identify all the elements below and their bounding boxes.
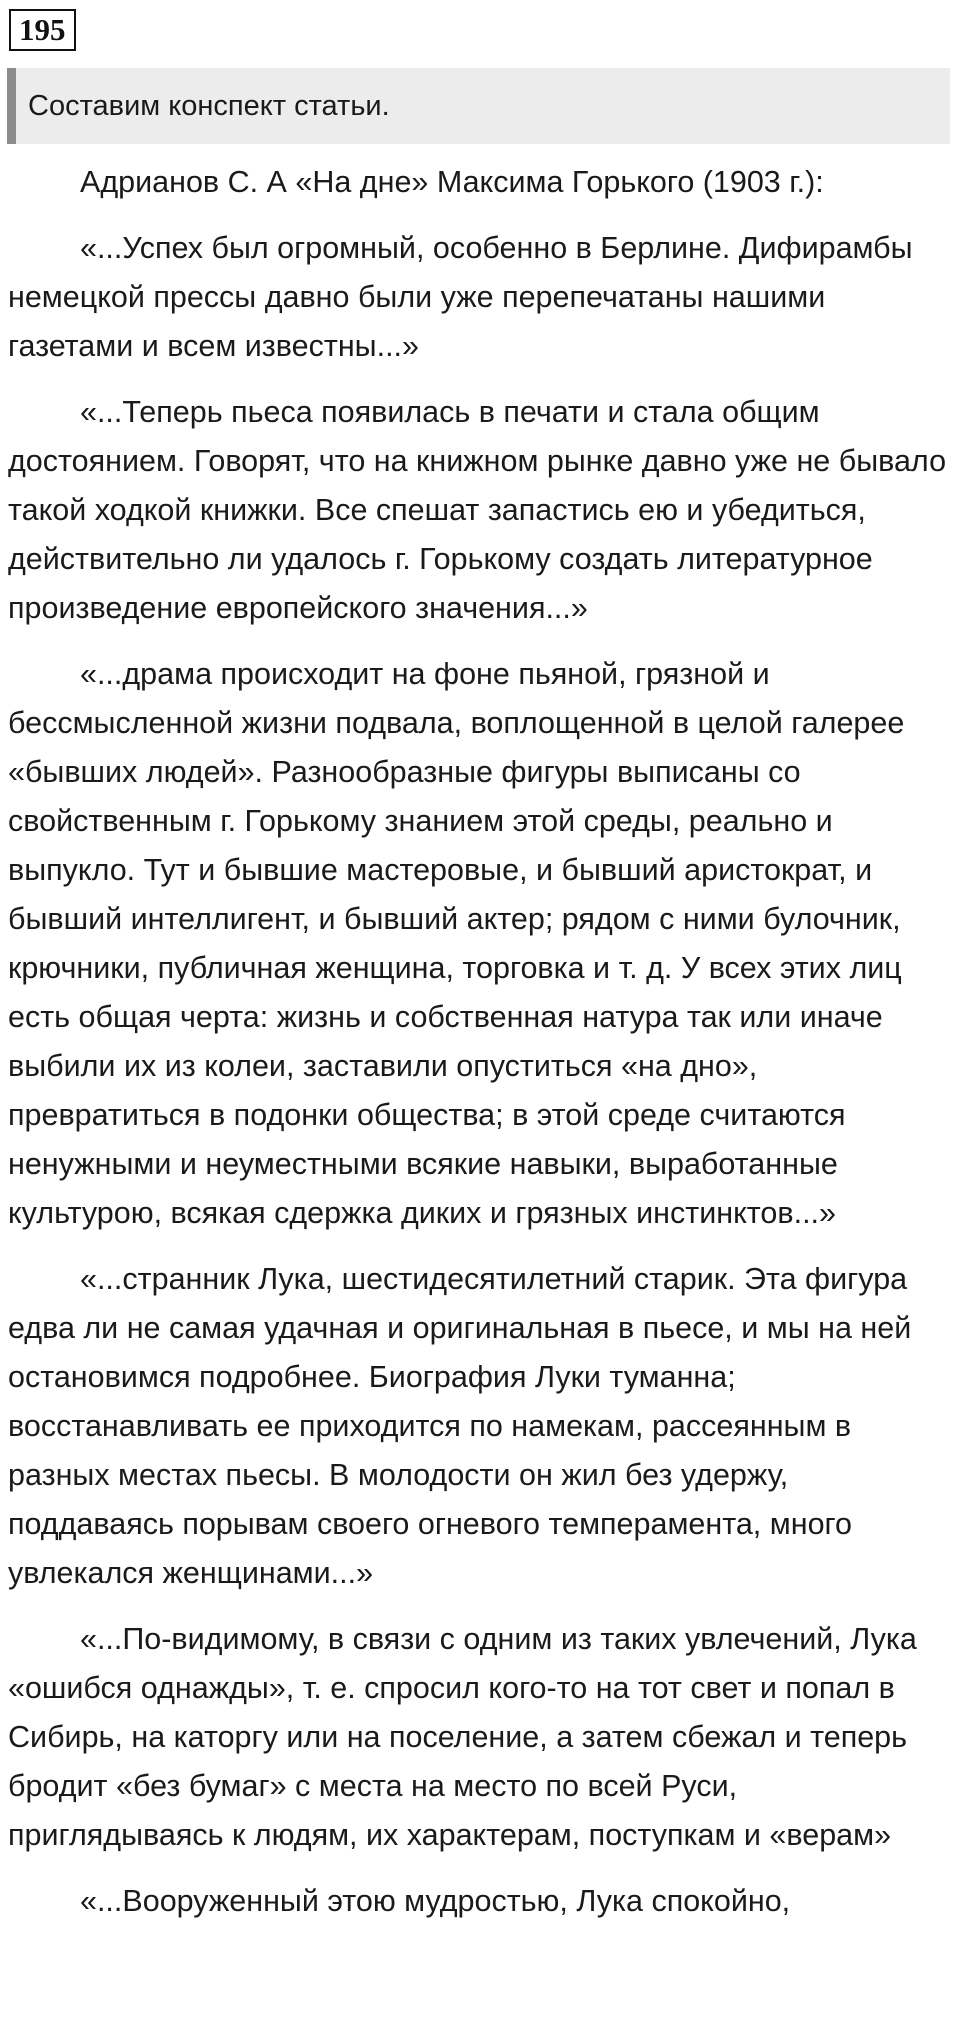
paragraph-quote-3: «...драма происходит на фоне пьяной, грязной и бессмысленной жизни подвала, воплощенной в целой галерее «бывших людей». Разнообразные фигуры выписаны со свойственным г. Горькому знанием этой среды, реально и выпукло. Тут и бывшие мастеровые, и бывший аристократ, и бывший интеллигент, и бывший актер; рядом с ними булочник, крючники, публичная женщина, торговка и т. д. У всех этих лиц есть общая черта: жизнь и собственная натура так или иначе выбили их из колеи, заставили опуститься «на дно», превратиться в подонки общества; в этой среде считаются ненужными и неуместными всякие навыки, выработанные культурою, всякая сдержка диких и грязных инстинктов...»: [8, 657, 905, 1230]
task-instruction-banner: [7, 68, 950, 144]
article-summary-text: [8, 158, 952, 1943]
task-number-badge: 195: [9, 9, 76, 51]
paragraph-quote-5: «...По-видимому, в связи с одним из таких увлечений, Лука «ошибся однажды», т. е. спросил кого-то на тот свет и попал в Сибирь, на каторгу или на поселение, а затем сбежал и теперь бродит «без бумаг» с места на место по всей Руси, приглядываясь к людям, их характерам, поступкам и «верам»: [8, 1622, 917, 1852]
paragraph-heading: Адрианов С. А «На дне» Максима Горького (1903 г.):: [80, 165, 824, 199]
paragraph-quote-2: «...Теперь пьеса появилась в печати и стала общим достоянием. Говорят, что на книжном рынке давно уже не бывало такой ходкой книжки. Все спешат запастись ею и убедиться, действительно ли удалось г. Горькому создать литературное произведение европейского значения...»: [8, 395, 947, 625]
paragraph-quote-4: «...странник Лука, шестидесятилетний старик. Эта фигура едва ли не самая удачная и оригинальная в пьесе, и мы на ней остановимся подробнее. Биография Луки туманна; восстанавливать ее приходится по намекам, рассеянным в разных местах пьесы. В молодости он жил без удержу, поддаваясь порывам своего огневого темперамента, много увлекался женщинами...»: [8, 1262, 912, 1590]
paragraph-quote-6: «...Вооруженный этою мудростью, Лука спокойно,: [80, 1884, 791, 1918]
paragraph-quote-1: «...Успех был огромный, особенно в Берлине. Дифирамбы немецкой прессы давно были уже перепечатаны нашими газетами и всем известны...»: [8, 231, 913, 363]
task-instruction-text: Составим конспект статьи.: [28, 90, 390, 122]
